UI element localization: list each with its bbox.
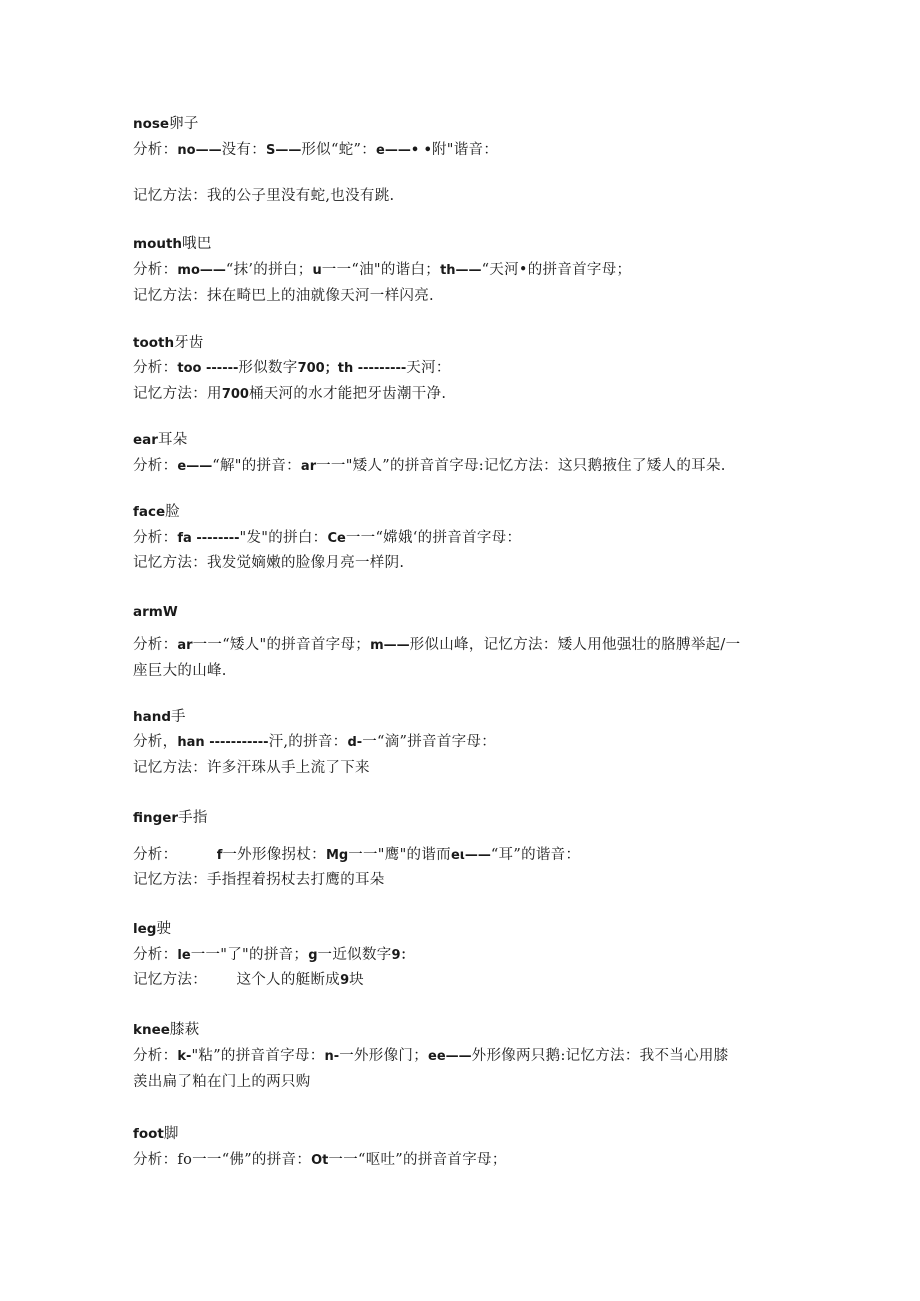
entry-meaning: 脚 (163, 1126, 179, 1142)
entry-title (133, 707, 186, 727)
entry-title (133, 602, 178, 622)
analysis-line: 分析：ar一一“矮人"的拼音首字母；m——形似山峰，记忆方法：矮人用他强壮的胳膊举起/一 (133, 637, 741, 653)
memory-line: 记忆方法：我的公子里没有蛇,也没有跳. (133, 188, 395, 204)
analysis-line-continued: 座巨大的山峰. (133, 663, 227, 679)
entry-word: face (133, 504, 166, 520)
memory-line: 记忆方法： 这个人的艇断成9块 (133, 972, 364, 988)
entry-title (133, 1020, 200, 1040)
entry-meaning: 牙齿 (174, 335, 204, 351)
entry-title (133, 919, 171, 939)
entry-meaning: 卵子 (169, 116, 199, 132)
memory-line: 记忆方法：抹在畸巴上的油就像天河一样闪亮. (133, 288, 434, 304)
entry-title (133, 114, 199, 134)
entry-meaning: W (162, 604, 178, 620)
analysis-line: 分析：k-"粘”的拼音首字母：n-一外形像门；ee——外形像两只鹅:记忆方法：我不当心用膝 (133, 1048, 729, 1064)
entry-meaning: 手 (171, 709, 186, 725)
analysis-line: 分析： f一外形像拐杖：Mg一一"鹰"的谐而eι——“耳”的谐音： (133, 847, 581, 863)
analysis-line: 分析：mo——“抹’的拼白；u一一“油"的谐白；th——“天河•的拼音首字母； (133, 262, 632, 278)
entry-word: ear (133, 432, 158, 448)
entry-word: arm (133, 604, 163, 620)
entry-meaning: 驶 (156, 921, 172, 937)
analysis-line: 分析：le一一"了"的拼音；g一近似数字9： (133, 947, 414, 963)
entry-word: finger (133, 810, 179, 826)
memory-line: 记忆方法：用700桶天河的水才能把牙齿潮干净. (133, 386, 447, 402)
entry-word: leg (133, 921, 157, 937)
entry-meaning: 脸 (165, 504, 180, 520)
analysis-line: 分析：fo一一“佛”的拼音：Ot一一“呕吐”的拼音首字母； (133, 1152, 507, 1168)
entry-title (133, 430, 188, 450)
entry-word: tooth (133, 335, 175, 351)
analysis-line-continued: 羡出扁了粕在门上的两只购 (133, 1074, 311, 1090)
entry-meaning: 膝萩 (169, 1022, 200, 1038)
analysis-line: 分析：e——“解"的拼音：ar一一"矮人”的拼音首字母:记忆方法：这只鹅掖住了矮人的耳朵. (133, 458, 726, 474)
entry-word: hand (133, 709, 171, 725)
memory-line: 记忆方法：我发觉嫡嫩的脸像月亮一样阴. (133, 555, 405, 571)
analysis-line: 分析：fa --------"发"的拼白：Ce一一“嫦娥‘的拼音首字母： (133, 530, 522, 546)
memory-line: 记忆方法：手指捏着拐杖去打鹰的耳朵 (133, 872, 385, 888)
entry-title (133, 502, 180, 522)
entry-word: nose (133, 116, 170, 132)
entry-meaning: 手指 (178, 810, 208, 826)
entry-meaning: 哦巴 (182, 236, 212, 252)
analysis-line: 分析：no——没有：S——形似“蛇”：e——• •附"谐音： (133, 142, 499, 158)
entry-word: foot (133, 1126, 164, 1142)
entry-title (133, 1124, 179, 1144)
entry-title (133, 333, 204, 353)
memory-line: 记忆方法：许多汗珠从手上流了下来 (133, 760, 370, 776)
entry-title (133, 234, 212, 254)
analysis-line: 分析：too ------形似数字700；th ---------天河： (133, 360, 451, 376)
entry-word: mouth (133, 236, 183, 252)
entry-meaning: 耳朵 (157, 432, 188, 448)
entry-title (133, 808, 208, 828)
analysis-line: 分析，han -----------汗,的拼音：d-一“滴”拼音首字母： (133, 734, 497, 750)
entry-word: knee (133, 1022, 170, 1038)
